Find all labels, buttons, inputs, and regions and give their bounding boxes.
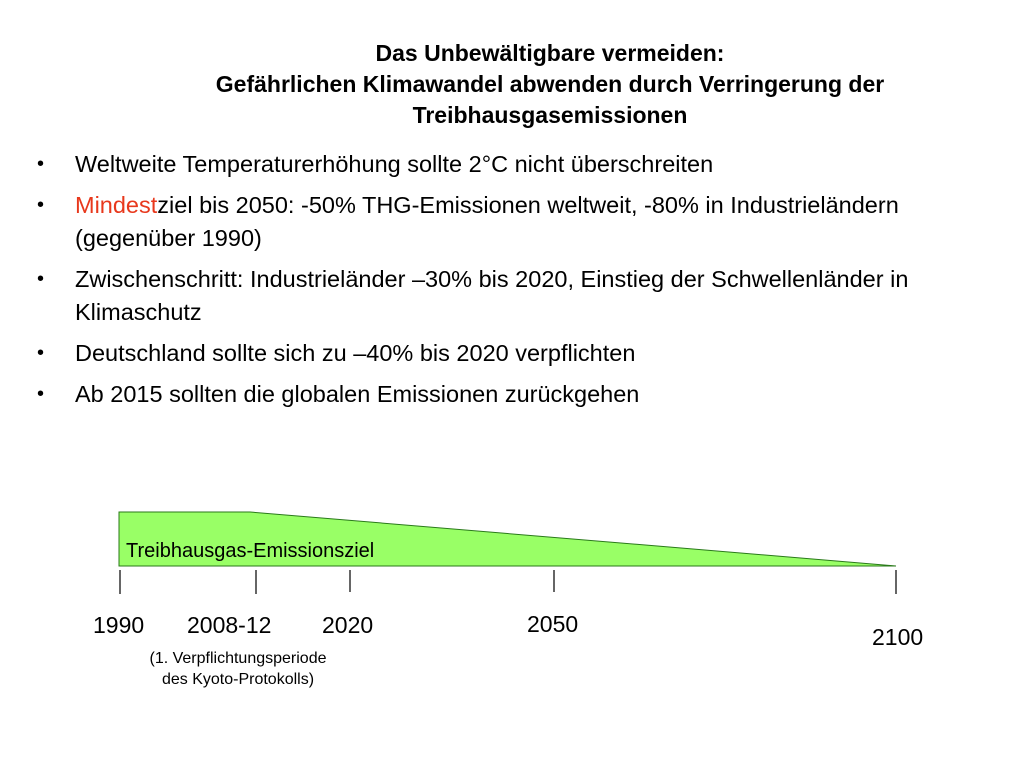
kyoto-note-line-2: des Kyoto-Protokolls) bbox=[161, 671, 315, 688]
bullet-text: Zwischenschritt: Industrieländer –30% bis 2020, Einstieg der Schwellenländer in Klimaschutz bbox=[75, 266, 909, 325]
bullet-text: ziel bis 2050: -50% THG-Emissionen weltweit, -80% in Industrieländern (gegenüber 1990) bbox=[75, 192, 899, 251]
bullet-dot-icon: • bbox=[37, 153, 45, 175]
year-2020: 2020 bbox=[322, 612, 374, 638]
title-line-2: Gefährlichen Klimawandel abwenden durch Verringerung der bbox=[215, 71, 885, 97]
title-line-3: Treibhausgasemissionen bbox=[412, 102, 688, 128]
title-line-1: Das Unbewältigbare vermeiden: bbox=[375, 40, 725, 66]
year-2100: 2100 bbox=[872, 624, 924, 650]
kyoto-note-line-1: (1. Verpflichtungsperiode bbox=[149, 650, 327, 667]
bullet-dot-icon: • bbox=[37, 268, 45, 290]
year-2050: 2050 bbox=[527, 611, 579, 637]
wedge-label: Treibhausgas-Emissionsziel bbox=[126, 540, 375, 562]
year-1990: 1990 bbox=[93, 612, 145, 638]
bullet-text: Weltweite Temperaturerhöhung sollte 2°C nicht überschreiten bbox=[75, 151, 714, 177]
bullet-highlight-text: Mindest bbox=[75, 192, 158, 218]
bullet-dot-icon: • bbox=[37, 342, 45, 364]
kyoto-note bbox=[118, 648, 358, 690]
bullet-text: Ab 2015 sollten die globalen Emissionen zurückgehen bbox=[75, 381, 640, 407]
year-2008-12: 2008-12 bbox=[187, 612, 272, 638]
bullet-text: Deutschland sollte sich zu –40% bis 2020 verpflichten bbox=[75, 340, 636, 366]
bullet-dot-icon: • bbox=[37, 383, 45, 405]
bullet-dot-icon: • bbox=[37, 194, 45, 216]
